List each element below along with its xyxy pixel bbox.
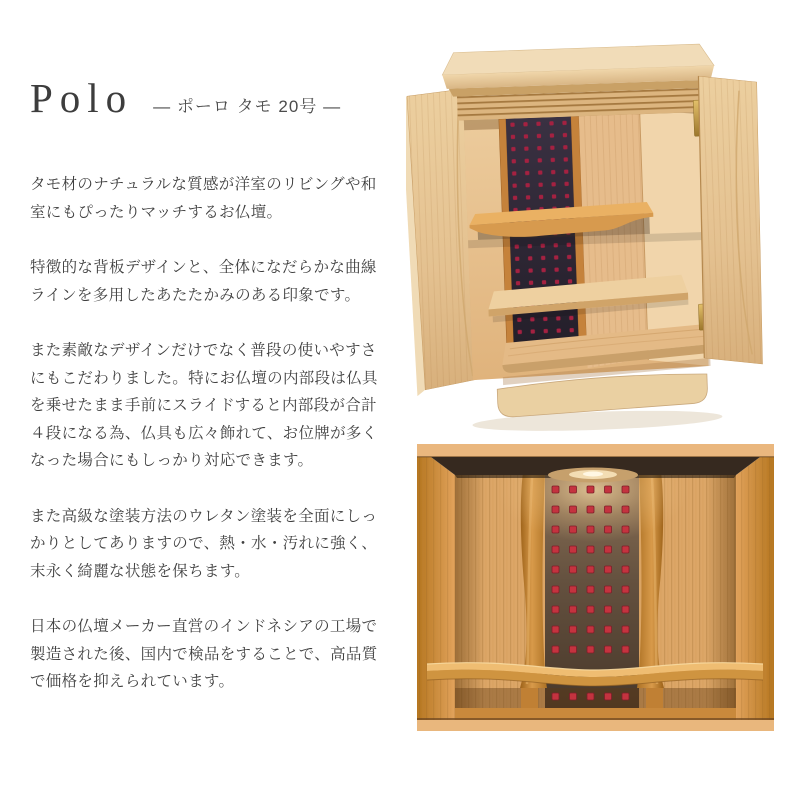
- pillar-stub-right: [646, 688, 663, 708]
- description-paragraph: また高級な塗装方法のウレタン塗装を全面にしっ かりとしてありますので、熱・水・汚れに強く、 末永く綺麗な状態を保ちます。: [30, 507, 378, 580]
- page-subtitle: ― ポーロ タモ 20号 ―: [153, 97, 342, 116]
- description-paragraph: また素敵なデザインだけでなく普段の使いやすさ にもこだわりました。特にお仏壇の内部段は仏具 を乗せたまま手前にスライドすると内部段が合計 ４段になる為、仏具も広々飾れて、お位牌が多く なった場合にもしっかり対応できます。: [30, 342, 378, 469]
- cabinet-interior: [464, 108, 716, 418]
- interior-illustration: [417, 444, 774, 731]
- page-title: Polo: [30, 75, 134, 121]
- cabinet-door-right: [690, 74, 766, 366]
- title-block: [30, 75, 342, 121]
- backboard-red-dots: [545, 480, 639, 662]
- cabinet-illustration: [406, 42, 769, 434]
- description-paragraph: 日本の仏壇メーカー直営のインドネシアの工場で 製造された後、国内で検品をすることで、高品質 で価格を抑えられています。: [30, 618, 378, 690]
- interior-photo: [417, 444, 774, 731]
- product-description: [30, 171, 392, 724]
- description-paragraph: タモ材のナチュラルな質感が洋室のリビングや和 室にもぴったりマッチするお仏壇。: [30, 176, 377, 221]
- interior-front-edge: [417, 720, 774, 731]
- cabinet-top: [441, 44, 715, 121]
- description-paragraph: 特徴的な背板デザインと、全体になだらかな曲線 ラインを多用したあたたかみのある印象です。: [30, 259, 377, 304]
- cabinet-photo: [406, 40, 772, 434]
- pillar-stub-left: [521, 688, 538, 708]
- interior-top-board: [417, 444, 774, 457]
